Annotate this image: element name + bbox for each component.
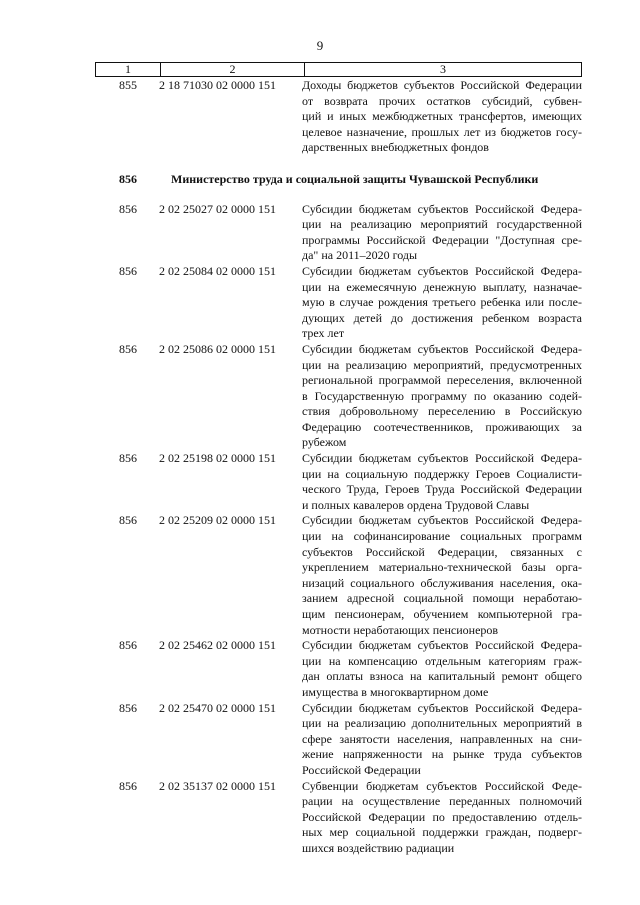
description-line: мую в случае рождения третьего ребенка или после- [302, 295, 582, 310]
description-line: жение напряженности на рынке труда субъектов [302, 747, 582, 762]
description-line: ции на реализацию дополнительных мероприятий в [302, 716, 582, 731]
description-line: ных мер социальной поддержки граждан, подверг- [302, 825, 582, 840]
admin-code-cell: 856 [119, 341, 137, 356]
description-line: в Государственную программу по оказанию содей- [302, 388, 582, 403]
description-cell [302, 513, 582, 638]
revenue-code-cell: 2 02 35137 02 0000 151 [159, 778, 276, 793]
table-row [95, 202, 582, 264]
column-header-3: 3 [305, 63, 582, 77]
description-line: субъектов Российской Федерации, связанных с [302, 544, 582, 559]
description-line: Субсидии бюджетам субъектов Российской Федера- [302, 263, 582, 278]
revenue-code-cell: 2 02 25470 02 0000 151 [159, 700, 276, 715]
description-line: ции на реализацию мероприятий государственной [302, 217, 582, 232]
description-line: дующих детей до достижения ребенком возраста [302, 310, 582, 325]
description-cell [302, 638, 582, 700]
revenue-code-cell: 2 02 25086 02 0000 151 [159, 341, 276, 356]
revenue-code-cell: 2 02 25027 02 0000 151 [159, 201, 276, 216]
description-line: ции на ежемесячную денежную выплату, назначае- [302, 279, 582, 294]
description-cell [302, 342, 582, 451]
description-cell [302, 779, 582, 857]
description-line: и полных кавалеров ордена Трудовой Славы [302, 497, 530, 512]
description-line: трех лет [302, 326, 345, 341]
description-line: ции на социальную поддержку Героев Социалисти- [302, 466, 582, 481]
section-number: 856 [119, 171, 137, 186]
table-row [95, 779, 582, 857]
description-cell [302, 701, 582, 779]
admin-code-cell: 856 [119, 263, 137, 278]
table-row [95, 451, 582, 513]
description-line: ции на компенсацию отдельным категориям граж- [302, 653, 582, 668]
description-line: программы Российской Федерации "Доступная сре- [302, 232, 582, 247]
description-line: рации на осуществление переданных полномочий [302, 794, 582, 809]
revenue-code-cell: 2 18 71030 02 0000 151 [159, 78, 276, 92]
section-heading [95, 172, 582, 188]
description-cell [302, 451, 582, 513]
description-line: шихся воздействию радиации [302, 840, 455, 855]
description-line: Российской Федерации по предоставлению отдель- [302, 809, 582, 824]
description-line: мотности неработающих пенсионеров [302, 622, 499, 637]
revenue-code-cell: 2 02 25198 02 0000 151 [159, 451, 276, 466]
description-line: Федерацию соотечественников, проживающих за [302, 419, 582, 434]
column-header-1: 1 [96, 63, 161, 77]
admin-code-cell: 856 [119, 451, 137, 466]
admin-code-cell: 855 [119, 78, 137, 92]
table-row [95, 638, 582, 700]
description-line: ствия добровольному переселению в Российскую [302, 404, 582, 419]
description-cell [302, 202, 582, 264]
admin-code-cell: 856 [119, 513, 137, 528]
rows-before-section [95, 78, 582, 156]
description-line: Субсидии бюджетам субъектов Российской Федера- [302, 451, 582, 466]
description-line: Субсидии бюджетам субъектов Российской Федера- [302, 201, 582, 216]
admin-code-cell: 856 [119, 778, 137, 793]
description-line: дан оплаты взноса на капитальный ремонт общего [302, 669, 582, 684]
admin-code-cell: 856 [119, 700, 137, 715]
description-line: целевое назначение, прошлых лет из бюджетов госу- [302, 124, 582, 139]
description-line: занием адресной социальной помощи неработаю- [302, 591, 582, 606]
rows-after-section [95, 202, 582, 857]
admin-code-cell: 856 [119, 201, 137, 216]
description-line: Российской Федерации [302, 762, 421, 777]
description-line: Субсидии бюджетам субъектов Российской Федера- [302, 700, 582, 715]
description-line: Доходы бюджетов субъектов Российской Федерации [302, 78, 582, 92]
description-line: от возврата прочих остатков субсидий, субвен- [302, 93, 582, 108]
table-body [95, 78, 582, 857]
revenue-code-cell: 2 02 25084 02 0000 151 [159, 263, 276, 278]
description-line: ций и иных межбюджетных трансфертов, имеющих [302, 109, 582, 124]
table-row [95, 342, 582, 451]
description-line: ческого Труда, Героев Труда Российской Федерации [302, 482, 582, 497]
section-title: Министерство труда и социальной защиты Чувашской Республики [171, 171, 539, 186]
table-row [95, 264, 582, 342]
column-header-2: 2 [161, 63, 305, 77]
description-line: дарственных внебюджетных фондов [302, 140, 489, 155]
admin-code-cell: 856 [119, 638, 137, 653]
description-line: ции на софинансирование социальных программ [302, 529, 582, 544]
description-line: щим пенсионерам, обучением компьютерной гра- [302, 607, 582, 621]
column-header-table [95, 62, 582, 77]
table-row [95, 701, 582, 779]
description-line: Субсидии бюджетам субъектов Российской Федера- [302, 513, 582, 528]
table-row [95, 513, 582, 638]
table-row [95, 78, 582, 156]
description-line: да" на 2011–2020 годы [302, 248, 418, 263]
description-line: укреплением материально-технической базы орга- [302, 560, 582, 575]
description-cell [302, 264, 582, 342]
page-number: 9 [316, 38, 324, 53]
description-line: низаций социального обслуживания населения, ока- [302, 575, 582, 590]
description-cell [302, 78, 582, 156]
description-line: ции на реализацию мероприятий, предусмотренных [302, 357, 582, 372]
description-line: имущества в многоквартирном доме [302, 684, 489, 699]
revenue-code-cell: 2 02 25209 02 0000 151 [159, 513, 276, 528]
description-line: Субвенции бюджетам субъектов Российской Феде- [302, 778, 582, 793]
description-line: рубежом [302, 435, 347, 450]
description-line: региональной программой переселения, включенной [302, 373, 582, 388]
description-line: Субсидии бюджетам субъектов Российской Федера- [302, 638, 582, 653]
revenue-code-cell: 2 02 25462 02 0000 151 [159, 638, 276, 653]
description-line: сфере занятости населения, направленных на сни- [302, 731, 582, 746]
description-line: Субсидии бюджетам субъектов Российской Федера- [302, 341, 582, 356]
